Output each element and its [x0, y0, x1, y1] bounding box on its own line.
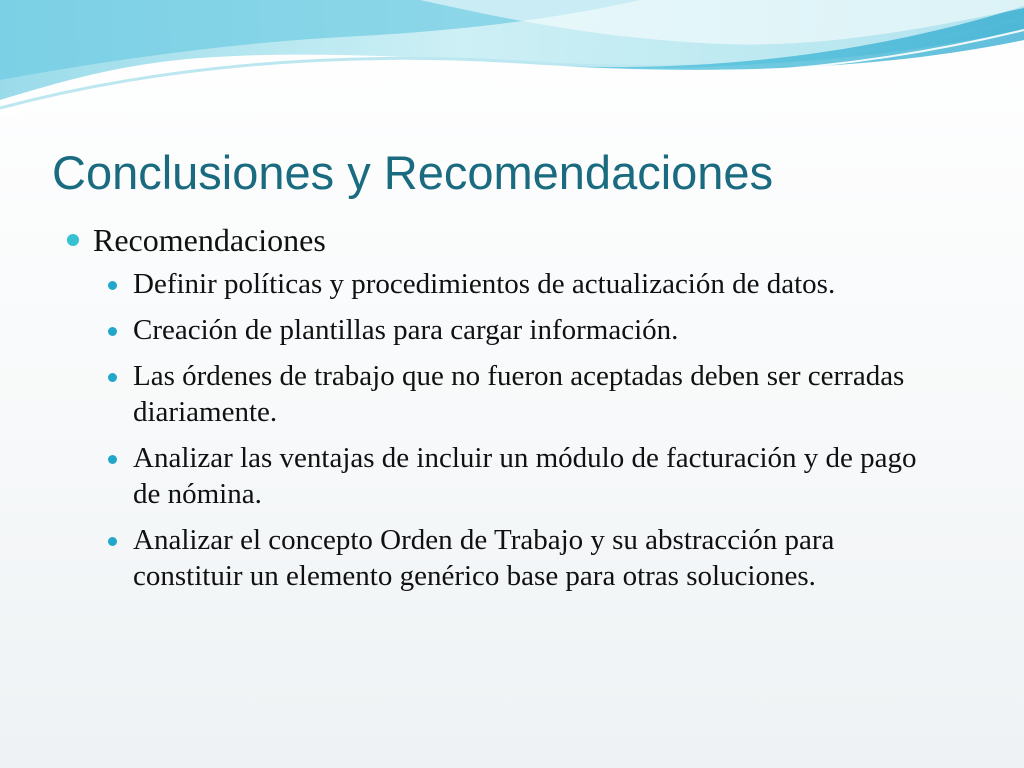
list-item-text: Definir políticas y procedimientos de actualización de datos.	[133, 268, 836, 300]
decorative-wave	[0, 0, 1024, 125]
bullet-dot-icon	[108, 373, 117, 382]
list-item	[133, 358, 943, 430]
list-item	[133, 522, 943, 594]
slide-content	[0, 218, 1024, 604]
slide-title: Conclusiones y Recomendaciones	[52, 146, 774, 199]
bullet-dot-icon	[67, 234, 79, 246]
list-item-text: Las órdenes de trabajo que no fueron aceptadas deben ser cerradas diariamente.	[133, 360, 905, 428]
bullet-level1-text: Recomendaciones	[93, 222, 326, 258]
bullet-dot-icon	[108, 281, 117, 290]
list-item	[133, 440, 943, 512]
list-item-text: Creación de plantillas para cargar información.	[133, 314, 679, 346]
list-item	[133, 312, 943, 348]
bullet-dot-icon	[108, 537, 117, 546]
recommendations-list	[0, 266, 1024, 594]
bullet-dot-icon	[108, 327, 117, 336]
list-item-text: Analizar el concepto Orden de Trabajo y su abstracción para constituir un elemento genérico base para otras soluciones.	[133, 524, 835, 592]
bullet-level1	[93, 218, 973, 262]
list-item	[133, 266, 943, 302]
list-item-text: Analizar las ventajas de incluir un módulo de facturación y de pago de nómina.	[133, 442, 917, 510]
bullet-dot-icon	[108, 455, 117, 464]
